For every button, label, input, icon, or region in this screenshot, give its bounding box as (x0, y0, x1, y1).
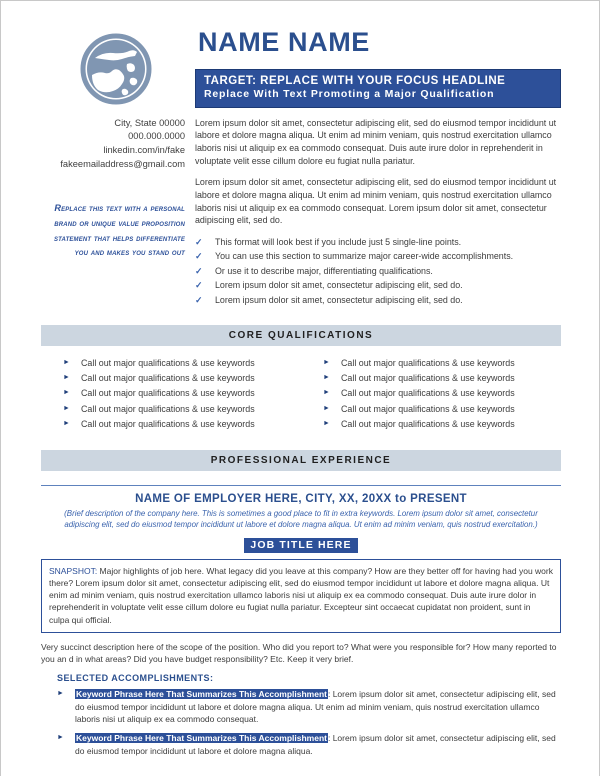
list-item (63, 418, 287, 431)
list-item (323, 387, 547, 400)
company-description: (Brief description of the company here. This is sometimes a good place to fit in extra keywords. Lorem ipsum dolor sit amet, consectetur adipiscing elit, sed do eiusmod tempor incididunt ut labore et dolore magna aliqua. Ut enim ad minim veniam, quis nostrud exercitation.) (64, 508, 538, 529)
qualifications-column-left (63, 357, 287, 434)
list-item (323, 403, 547, 416)
triangle-bullet-icon: ► (323, 373, 330, 381)
triangle-bullet-icon: ► (63, 389, 70, 397)
accomplishment-body: : Lorem ipsum dolor sit amet, consectetur adipiscing elit, sed do eiusmod tempor incididunt ut labore et dolore magna aliqua. (75, 733, 556, 756)
globe-icon (79, 32, 153, 106)
resume-content (41, 23, 561, 764)
list-item-label: Or use it to describe major, differentiating qualifications. (215, 265, 433, 276)
section-header-professional-experience: PROFESSIONAL EXPERIENCE (41, 450, 561, 471)
contact-email[interactable]: fakeemailaddress@gmail.com (60, 158, 185, 169)
target-headline-primary: TARGET: REPLACE WITH YOUR FOCUS HEADLINE (204, 74, 506, 87)
qualifications-column-right (287, 357, 547, 434)
summary-bullet-list (195, 236, 561, 307)
list-item-label: Call out major qualifications & use keywords (81, 357, 255, 368)
logo-container (41, 23, 191, 106)
list-item-label: Call out major qualifications & use keywords (341, 419, 515, 430)
page-title: NAME NAME (198, 27, 370, 57)
accomplishments-list (41, 688, 561, 757)
contact-linkedin[interactable]: linkedin.com/in/fake (103, 145, 185, 156)
triangle-bullet-icon: ► (63, 420, 70, 428)
checkmark-icon: ✓ (195, 295, 203, 306)
scope-description: Very succinct description here of the scope of the position. Who did you report to? What were you responsible for? How many reported to you an d in what areas? Did you have budget responsibility? Etc. Keep it very brief. (41, 641, 557, 665)
list-item (195, 294, 561, 307)
list-item (323, 418, 547, 431)
header-text-block (191, 23, 561, 108)
list-item-label: Lorem ipsum dolor sit amet, consectetur adipiscing elit, sed do. (215, 295, 463, 306)
triangle-bullet-icon: ► (323, 404, 330, 412)
checkmark-icon: ✓ (195, 280, 203, 291)
list-item-label: Call out major qualifications & use keywords (81, 388, 255, 399)
list-item-label: This format will look best if you include just 5 single-line points. (215, 236, 462, 247)
checkmark-icon: ✓ (195, 251, 203, 262)
list-item-label: Call out major qualifications & use keywords (81, 403, 255, 414)
list-item-label: Call out major qualifications & use keywords (81, 419, 255, 430)
section-header-core-qualifications: CORE QUALIFICATIONS (41, 325, 561, 346)
list-item-label: Call out major qualifications & use keywords (341, 372, 515, 383)
selected-accomplishments-heading: SELECTED ACCOMPLISHMENTS: (57, 673, 214, 684)
checkmark-icon: ✓ (195, 265, 203, 276)
snapshot-label: SNAPSHOT: (49, 566, 98, 577)
job-title-container (41, 535, 561, 553)
core-qualifications-list (41, 357, 561, 434)
target-headline-secondary: Replace With Text Promoting a Major Qualification (204, 88, 495, 101)
list-item-label: Call out major qualifications & use keywords (341, 388, 515, 399)
accomplishment-text (75, 732, 561, 757)
accomplishment-body: : Lorem ipsum dolor sit amet, consectetur adipiscing elit, sed do eiusmod tempor incididunt ut labore et dolore magna aliqua. Ut enim ad minim veniam, quis nostrud exercitation ullamco laboris nisi ut aliquip ex ea commodo consequat. (75, 689, 556, 724)
triangle-bullet-icon: ► (57, 690, 64, 698)
triangle-bullet-icon: ► (323, 389, 330, 397)
list-item (41, 732, 561, 757)
snapshot-text: Major highlights of job here. What legacy did you leave at this company? How are they better off for having had you work there? Lorem ipsum dolor sit amet, consectetur adipiscing elit, sed do eiusmod tempor incididunt ut labore et dolore magna aliqua. Ut enim ad minim veniam, quis nostrud exercitation ullamco laboris nisi ut aliquip ex ea commodo consequat. Duis aute irure dolor in reprehenderit in voluptate velit esse cillum dolore eu fugiat nulla pariatur. Excepteur sint occaecat cupidatat non proident, sunt in culpa qui official. (49, 566, 553, 625)
triangle-bullet-icon: ► (323, 420, 330, 428)
list-item (323, 357, 547, 370)
accomplishment-keyword: Keyword Phrase Here That Summarizes This Accomplishment (76, 733, 327, 744)
list-item-label: You can use this section to summarize major career-wide accomplishments. (215, 251, 514, 262)
list-item (63, 387, 287, 400)
list-item (41, 688, 561, 725)
job-title-badge: JOB TITLE HERE (244, 538, 357, 553)
list-item (195, 250, 561, 263)
list-item (195, 236, 561, 249)
list-item (63, 372, 287, 385)
summary-section (41, 117, 561, 309)
summary-paragraph: Lorem ipsum dolor sit amet, consectetur adipiscing elit, sed do eiusmod tempor incididunt ut labore et dolore magna aliqua. Ut enim ad minim veniam, quis nostrud exercitation ullamco laboris nisi ut aliquip ex ea commodo consequat. Duis aute irure dolor in reprehenderit in voluptate velit esse cillum dolore eu fugiat nulla pariatur. (195, 117, 557, 166)
list-item (195, 265, 561, 278)
triangle-bullet-icon: ► (57, 734, 64, 742)
personal-brand-statement: Replace this text with a personal brand or unique value proposition statement that helps differentiate you and makes you stand out (54, 202, 185, 258)
contact-block (41, 117, 185, 172)
summary-paragraph: Lorem ipsum dolor sit amet, consectetur adipiscing elit, sed do eiusmod tempor incididunt ut labore et dolore magna aliqua. Ut enim ad minim veniam, quis nostrud exercitation ullamco laboris nisi ut aliquip ex ea commodo consequat. Lorem ipsum dolor sit amet, consectetur adipiscing elit, sed do. (195, 177, 557, 226)
summary-column (191, 117, 561, 309)
list-item-label: Call out major qualifications & use keywords (341, 403, 515, 414)
triangle-bullet-icon: ► (63, 358, 70, 366)
list-item (63, 357, 287, 370)
list-item-label: Call out major qualifications & use keywords (81, 372, 255, 383)
list-item (63, 403, 287, 416)
triangle-bullet-icon: ► (63, 373, 70, 381)
snapshot-box (41, 559, 561, 633)
experience-divider (41, 485, 561, 486)
contact-location: City, State 00000 (114, 117, 185, 128)
list-item-label: Lorem ipsum dolor sit amet, consectetur adipiscing elit, sed do. (215, 280, 463, 291)
list-item (323, 372, 547, 385)
contact-column (41, 117, 191, 309)
triangle-bullet-icon: ► (323, 358, 330, 366)
accomplishment-text (75, 688, 561, 725)
contact-phone: 000.000.0000 (128, 131, 185, 142)
list-item (195, 279, 561, 292)
accomplishment-keyword: Keyword Phrase Here That Summarizes This Accomplishment (76, 689, 327, 700)
checkmark-icon: ✓ (195, 236, 203, 247)
list-item-label: Call out major qualifications & use keywords (341, 357, 515, 368)
triangle-bullet-icon: ► (63, 404, 70, 412)
employer-heading: NAME OF EMPLOYER HERE, CITY, XX, 20XX to PRESENT (135, 492, 467, 505)
target-headline-banner (195, 69, 561, 108)
resume-header (41, 23, 561, 108)
